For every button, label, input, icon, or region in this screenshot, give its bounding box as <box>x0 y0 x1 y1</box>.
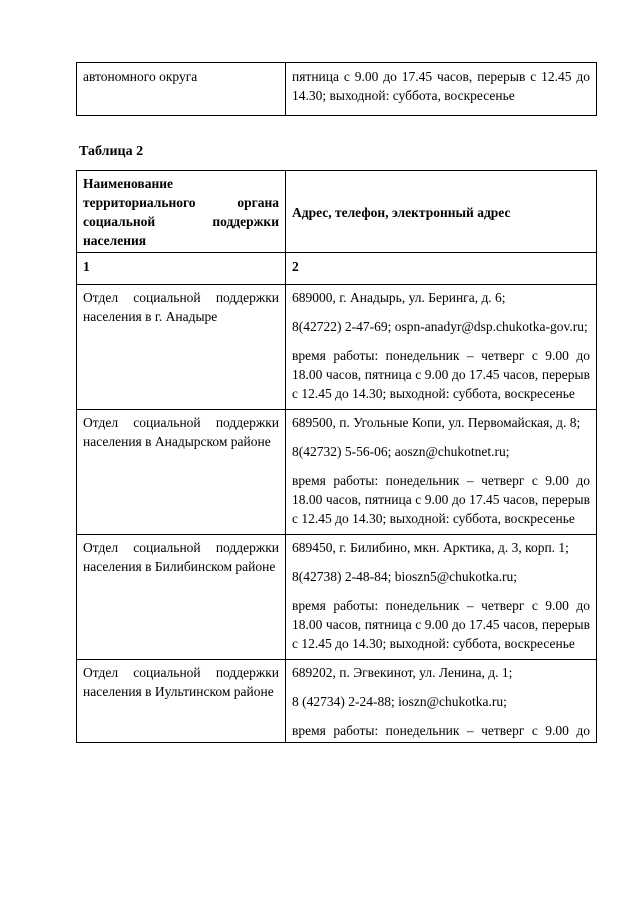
working-hours: время работы: понедельник – четверг с 9.00 до 18.00 часов, пятница с 9.00 до 17.45 часов, перерыв с 12.45 до 14.30; выходной: суббота, воскресенье <box>292 598 590 651</box>
table-cell <box>77 63 286 116</box>
organ-contacts <box>286 660 597 743</box>
header-line: населения <box>83 233 147 248</box>
column-number: 1 <box>77 253 286 285</box>
working-hours: время работы: понедельник – четверг с 9.00 до <box>292 723 590 738</box>
phone-email: 8(42738) 2-48-84; bioszn5@chukotka.ru; <box>292 569 518 584</box>
table-caption: Таблица 2 <box>79 144 144 159</box>
table-row <box>77 63 597 116</box>
continued-table <box>76 62 597 116</box>
header-cell-organ <box>77 171 286 253</box>
table-row <box>77 535 597 660</box>
column-numbers-row <box>77 253 597 285</box>
organ-contacts <box>286 535 597 660</box>
header-cell-address <box>286 171 597 253</box>
column-number: 2 <box>286 253 597 285</box>
header-text: Адрес, телефон, электронный адрес <box>292 204 511 220</box>
organ-contacts <box>286 285 597 410</box>
header-line: социальной поддержки <box>83 214 279 229</box>
header-line: территориального органа <box>83 195 279 210</box>
agencies-table <box>76 170 597 743</box>
table-row <box>77 660 597 743</box>
phone-email: 8(42732) 5-56-06; aoszn@chukotnet.ru; <box>292 444 510 459</box>
header-line: Наименование <box>83 176 173 191</box>
working-hours: время работы: понедельник – четверг с 9.00 до 18.00 часов, пятница с 9.00 до 17.45 часов, перерыв с 12.45 до 14.30; выходной: суббота, воскресенье <box>292 473 590 526</box>
address: 689000, г. Анадырь, ул. Беринга, д. 6; <box>292 290 506 305</box>
address: 689202, п. Эгвекинот, ул. Ленина, д. 1; <box>292 665 513 680</box>
organ-name: Отдел социальной поддержки населения в Анадырском районе <box>77 410 286 535</box>
organ-name: Отдел социальной поддержки населения в Иультинском районе <box>77 660 286 743</box>
address: 689500, п. Угольные Копи, ул. Первомайская, д. 8; <box>292 415 581 430</box>
address: 689450, г. Билибино, мкн. Арктика, д. 3, корп. 1; <box>292 540 569 555</box>
phone-email: 8(42722) 2-47-69; ospn-anadyr@dsp.chukotka-gov.ru; <box>292 319 588 334</box>
organ-contacts <box>286 410 597 535</box>
table-cell <box>286 63 597 116</box>
organ-name: Отдел социальной поддержки населения в Билибинском районе <box>77 535 286 660</box>
working-hours: время работы: понедельник – четверг с 9.00 до 18.00 часов, пятница с 9.00 до 17.45 часов, перерыв с 12.45 до 14.30; выходной: суббота, воскресенье <box>292 348 590 401</box>
organ-name: Отдел социальной поддержки населения в г. Анадыре <box>77 285 286 410</box>
table-row <box>77 285 597 410</box>
cell-text: пятница с 9.00 до 17.45 часов, перерыв с 12.45 до 14.30; выходной: суббота, воскресенье <box>292 69 590 103</box>
table-row <box>77 410 597 535</box>
table-header-row <box>77 171 597 253</box>
cell-text: автономного округа <box>83 69 198 84</box>
phone-email: 8 (42734) 2-24-88; ioszn@chukotka.ru; <box>292 694 507 709</box>
